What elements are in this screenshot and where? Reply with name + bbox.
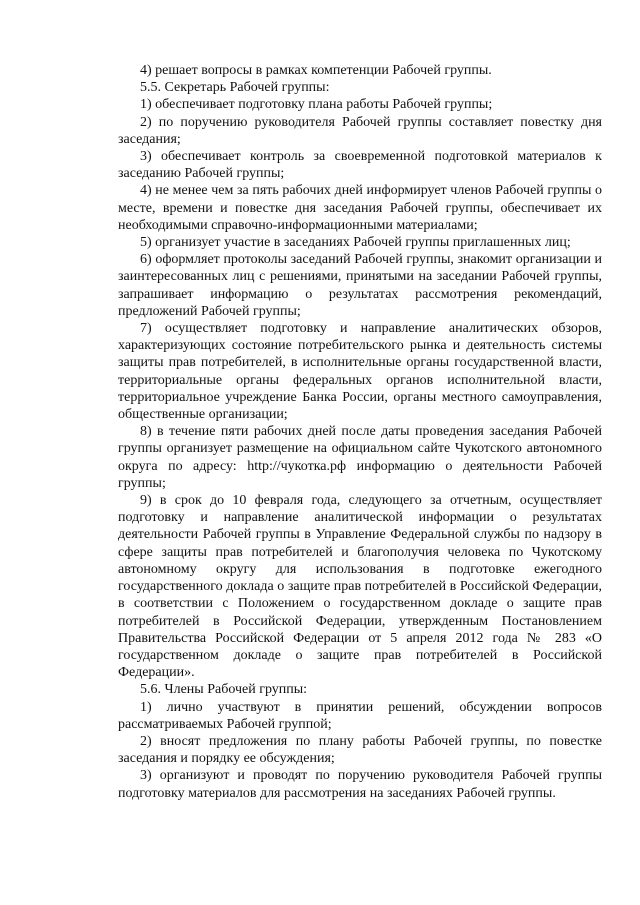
paragraph-item-4-competence: 4) решает вопросы в рамках компетенции Рабочей группы. (140, 63, 492, 78)
paragraph-members-item-2: 2) вносят предложения по плану работы Рабочей группы, по повестке заседания и порядку ее обсуждения; (118, 733, 602, 767)
paragraph-members-item-3: 3) организуют и проводят по поручению руководителя Рабочей группы подготовку материалов для рассмотрения на заседаниях Рабочей группы. (118, 768, 602, 801)
paragraph-secretary-item-9: 9) в срок до 10 февраля года, следующего за отчетным, осуществляет подготовку и направление аналитической информации о результатах деятельности Рабочей группы в Управление Федеральной службы по надзору в сфере защиты прав потребителей и благополучия человека по Чукотскому автономному округу для использования в подготовке ежегодного государственного доклада о защите прав потребителей в Российской Федерации, в соответствии с Положением о государственном докладе о защите прав потребителей в Российской Федерации, утвержденным Постановлением Правительства Российской Федерации от 5 апреля 2012 года № 283 «О государственном докладе о защите прав потребителей в Российской Федерации». (118, 493, 602, 681)
paragraph-secretary-item-7: 7) осуществляет подготовку и направление аналитических обзоров, характеризующих состояние потребительского рынка и деятельность системы защиты прав потребителей, в исполнительные органы государственной власти, территориальные органы федеральных органов исполнительной власти, территориальное учреждение Банка России, органы местного самоуправления, общественные организации; (118, 321, 602, 423)
paragraph-secretary-item-3: 3) обеспечивает контроль за своевременной подготовкой материалов к заседанию Рабочей группы; (118, 149, 602, 182)
section-heading-5-5-secretary: 5.5. Секретарь Рабочей группы: (140, 80, 330, 96)
paragraph-secretary-item-1: 1) обеспечивает подготовку плана работы Рабочей группы; (140, 97, 493, 113)
paragraph-secretary-item-2: 2) по поручению руководителя Рабочей группы составляет повестку дня заседания; (118, 114, 602, 147)
paragraph-secretary-item-4: 4) не менее чем за пять рабочих дней информирует членов Рабочей группы о месте, времени и повестке дня заседания Рабочей группы, обеспечивает их необходимыми справочно-информационными материалами; (118, 183, 602, 233)
section-heading-5-6-members: 5.6. Члены Рабочей группы: (140, 682, 308, 698)
paragraph-secretary-item-5: 5) организует участие в заседаниях Рабочей группы приглашенных лиц; (140, 235, 571, 251)
paragraph-secretary-item-6: 6) оформляет протоколы заседаний Рабочей группы, знакомит организации и заинтересованных лиц с решениями, принятыми на заседании Рабочей группы, запрашивает информацию о результатах рассмотрения рекомендаций, предложений Рабочей группы; (118, 252, 602, 319)
paragraph-secretary-item-8: 8) в течение пяти рабочих дней после даты проведения заседания Рабочей группы организует размещение на официальном сайте Чукотского автономного округа по адресу: http://чукотка.рф информацию о деятельности Рабочей группы; (118, 424, 602, 491)
document-page (118, 62, 602, 802)
paragraph-members-item-1: 1) лично участвуют в принятии решений, обсуждении вопросов рассматриваемых Рабочей группой; (118, 699, 602, 732)
